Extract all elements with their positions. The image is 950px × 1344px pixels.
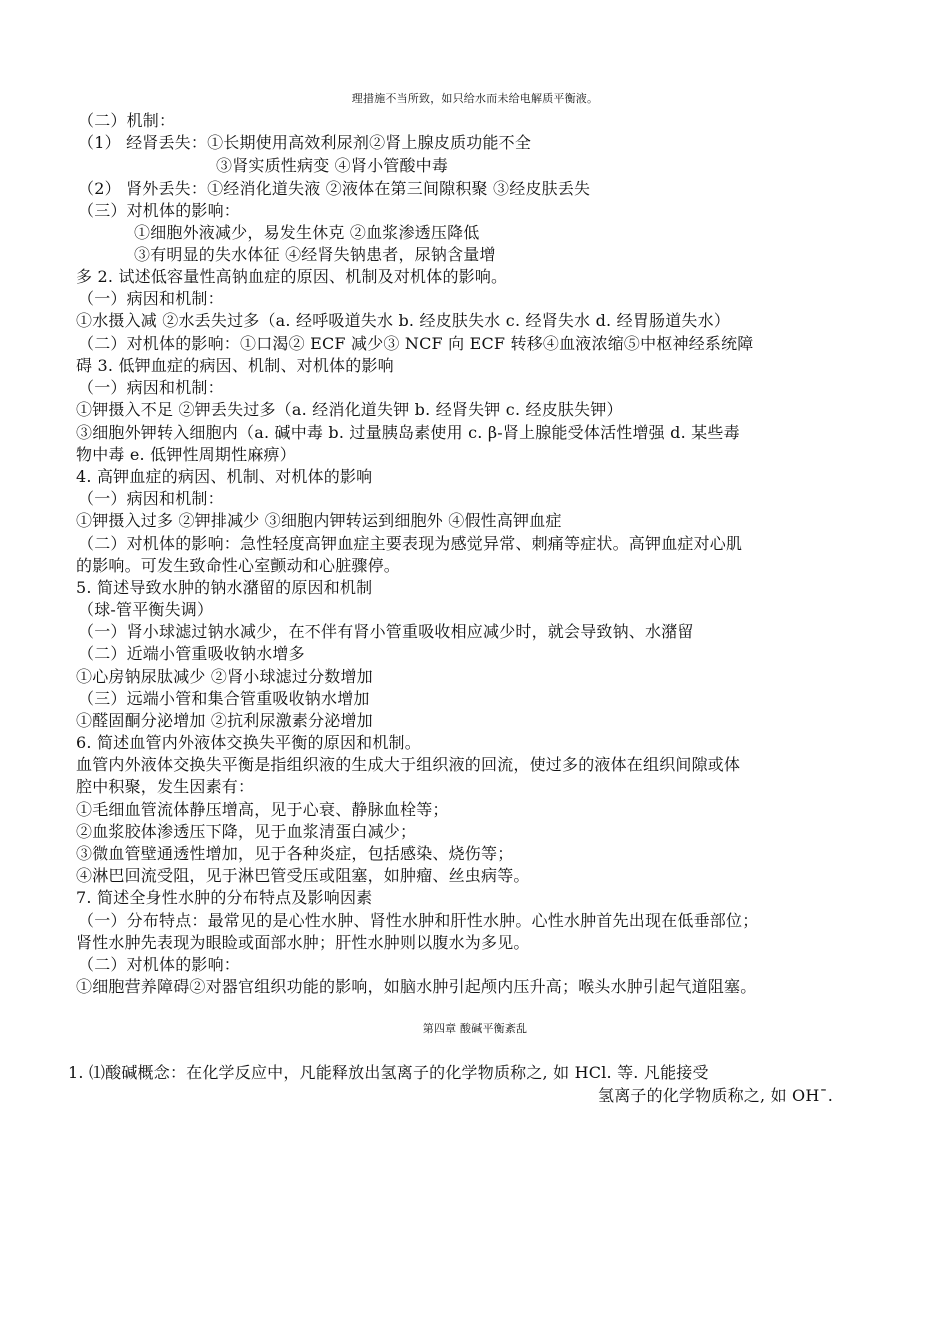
text-line: （二）对机体的影响：①口渴② ECF 减少③ NCF 向 ECF 转移④血液浓缩⑤中枢神经系统障 [78,334,754,353]
text-line: ④淋巴回流受阻，见于淋巴管受压或阻塞，如肿瘤、丝虫病等。 [76,866,530,885]
text-line: （一）病因和机制： [78,489,224,508]
text-line: （球-管平衡失调） [78,600,214,619]
chapter-title: 第四章 酸碱平衡紊乱 [422,1022,528,1035]
text-line: （三）对机体的影响： [78,201,241,220]
text-line: 5. 简述导致水肿的钠水潴留的原因和机制 [76,578,373,597]
text-line: 1. ⑴酸碱概念：在化学反应中，凡能释放出氢离子的化学物质称之, 如 HCl. 等. 凡能接受 [68,1063,709,1082]
text-line: （二）对机体的影响：急性轻度高钾血症主要表现为感觉异常、刺痛等症状。高钾血症对心肌 [78,534,743,553]
text-line: （二）对机体的影响： [78,955,241,974]
text-line: （一）分布特点：最常见的是心性水肿、肾性水肿和肝性水肿。心性水肿首先出现在低垂部位； [78,911,759,930]
text-line: ①水摄入减 ②水丢失过多（a. 经呼吸道失水 b. 经皮肤失水 c. 经肾失水 d. 经胃肠道失水） [76,311,731,330]
text-line: 腔中积聚，发生因素有： [76,777,255,796]
text-line: 7. 简述全身性水肿的分布特点及影响因素 [76,888,373,907]
text-line: ①醛固酮分泌增加 ②抗利尿激素分泌增加 [76,711,373,730]
text-line: ①细胞营养障碍②对器官组织功能的影响，如脑水肿引起颅内压升高；喉头水肿引起气道阻塞。 [76,977,757,996]
text-line: （二）机制： [78,111,176,130]
text-line: 血管内外液体交换失平衡是指组织液的生成大于组织液的回流，使过多的液体在组织间隙或体 [76,755,741,774]
text-line: ①毛细血管流体静压增高，见于心衰、静脉血栓等； [76,800,449,819]
text-line: 肾性水肿先表现为眼睑或面部水肿；肝性水肿则以腹水为多见。 [76,933,530,952]
text-line: 氢离子的化学物质称之, 如 OH¯. [598,1086,834,1105]
text-line: 4. 高钾血症的病因、机制、对机体的影响 [76,467,373,486]
text-line: ①钾摄入过多 ②钾排减少 ③细胞内钾转运到细胞外 ④假性高钾血症 [76,511,562,530]
text-line: 的影响。可发生致命性心室颤动和心脏骤停。 [76,556,401,575]
text-line: （一）病因和机制： [78,289,224,308]
text-line: 碍 3. 低钾血症的病因、机制、对机体的影响 [76,356,394,375]
text-line: （三）远端小管和集合管重吸收钠水增加 [78,689,370,708]
text-line: （一）肾小球滤过钠水减少，在不伴有肾小管重吸收相应减少时，就会导致钠、水潴留 [78,622,694,641]
text-line: （1） 经肾丢失：①长期使用高效利尿剂②肾上腺皮质功能不全 [78,133,532,152]
text-line: ①钾摄入不足 ②钾丢失过多（a. 经消化道失钾 b. 经肾失钾 c. 经皮肤失钾） [76,400,623,419]
text-line: （一）病因和机制： [78,378,224,397]
text-line: （2） 肾外丢失：①经消化道失液 ②液体在第三间隙积聚 ③经皮肤丢失 [78,179,591,198]
text-line: 6. 简述血管内外液体交换失平衡的原因和机制。 [76,733,421,752]
text-line: ①心房钠尿肽减少 ②肾小球滤过分数增加 [76,667,373,686]
text-line: （二）近端小管重吸收钠水增多 [78,644,305,663]
text-line: 理措施不当所致，如只给水而未给电解质平衡液。 [351,92,599,105]
text-line: ③肾实质性病变 ④肾小管酸中毒 [216,156,449,175]
text-line: 多 2. 试述低容量性高钠血症的原因、机制及对机体的影响。 [76,267,508,286]
text-line: ③有明显的失水体征 ④经肾失钠患者，尿钠含量增 [134,245,496,264]
text-line: ②血浆胶体渗透压下降，见于血浆清蛋白减少； [76,822,417,841]
text-line: ③细胞外钾转入细胞内（a. 碱中毒 b. 过量胰岛素使用 c. β-肾上腺能受体活性增强 d. 某些毒 [76,423,740,442]
text-line: 物中毒 e. 低钾性周期性麻痹） [76,445,296,464]
text-line: ③微血管壁通透性增加，见于各种炎症，包括感染、烧伤等； [76,844,514,863]
text-line: ①细胞外液减少，易发生休克 ②血浆渗透压降低 [134,223,480,242]
